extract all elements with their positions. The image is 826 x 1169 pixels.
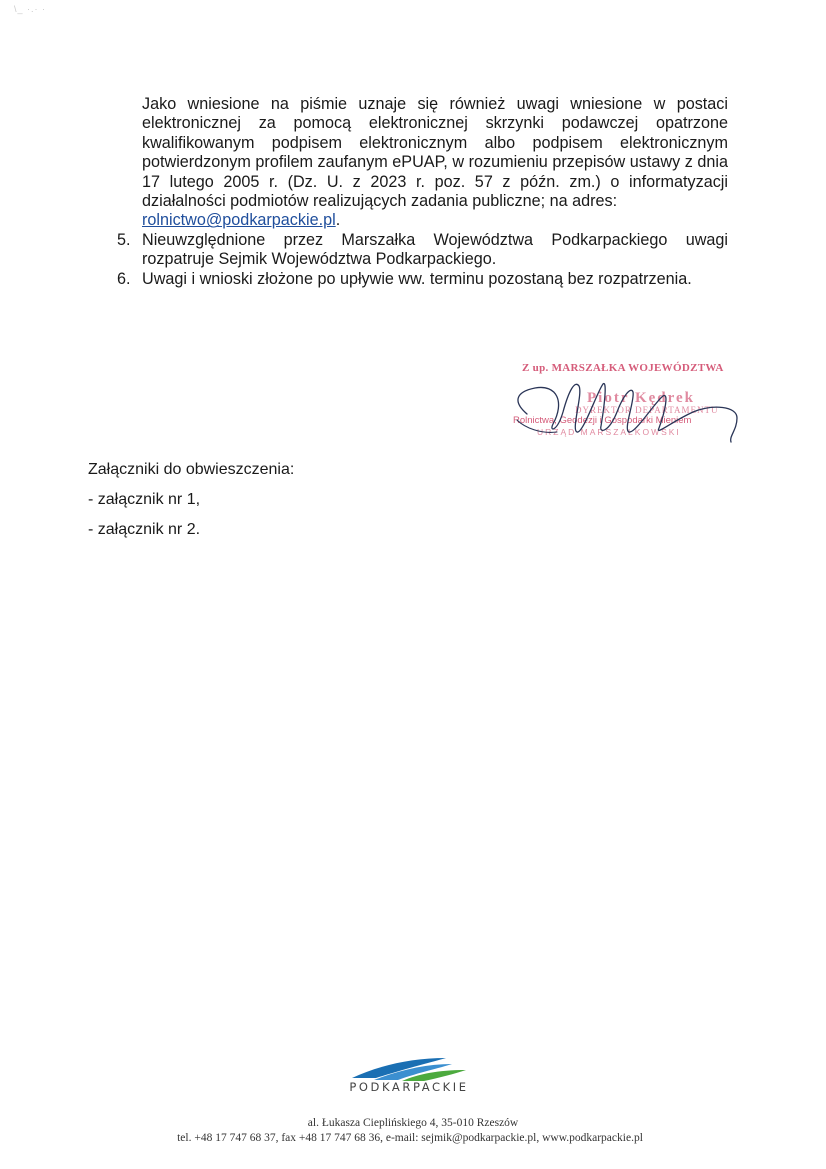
scan-corner-mark: \_ ·.· · [14, 4, 46, 14]
stamp-organization: URZĄD MARSZAŁKOWSKI [537, 427, 681, 437]
list-item-5 [117, 231, 728, 270]
stamp-name: Piotr Kędrek [587, 390, 696, 406]
list-item-6 [117, 270, 728, 289]
footer-contact: tel. +48 17 747 68 37, fax +48 17 747 68 36, e-mail: sejmik@podkarpackie.pl, www.podkarpackie.pl [177, 1132, 643, 1144]
footer-address: al. Łukasza Cieplińskiego 4, 35-010 Rzeszów [307, 1117, 519, 1129]
stamp-title: Z up. MARSZAŁKA WOJEWÓDZTWA [522, 362, 724, 374]
list-text: Nieuwzględnione przez Marszałka Województwa Podkarpackiego uwagi rozpatruje Sejmik Województwa Podkarpackiego. [142, 230, 728, 269]
list-text: Uwagi i wnioski złożone po upływie ww. terminu pozostaną bez rozpatrzenia. [142, 269, 692, 288]
stamp-department: Rolnictwa, Geodezji i Gospodarki Mieniem [513, 415, 692, 426]
logo-text: PODKARPACKIE [349, 1080, 469, 1094]
continuation-paragraph: Jako wniesione na piśmie uznaje się również uwagi wniesione w postaci elektronicznej za pomocą elektronicznej skrzynki podawczej opatrzone kwalifikowanym podpisem elektronicznym albo podpisem elektronicznym potwierdzonym profilem zaufanym ePUAP, w rozumieniu przepisów ustawy z dnia 17 lutego 2005 r. (Dz. U. z 2023 r. poz. 57 z późn. zm.) o informatyzacji działalności podmiotów realizujących zadania publiczne; na adres: rolnictwo@podkarpackie.pl. [142, 95, 728, 230]
stamp-role: DYREKTOR DEPARTAMENTU [575, 405, 719, 415]
attachments-section [88, 460, 294, 540]
handwritten-signature [505, 372, 745, 447]
attachment-item: - załącznik nr 2. [88, 521, 201, 538]
podkarpackie-logo [348, 1052, 478, 1102]
email-link[interactable]: rolnictwo@podkarpackie.pl [142, 211, 336, 230]
logo-wave-icon [348, 1052, 478, 1082]
attachment-item: - załącznik nr 1, [88, 491, 201, 508]
document-body [117, 95, 728, 289]
list-number: 6. [117, 269, 131, 288]
list-number: 5. [117, 230, 131, 249]
attachments-heading: Załączniki do obwieszczenia: [88, 461, 295, 478]
